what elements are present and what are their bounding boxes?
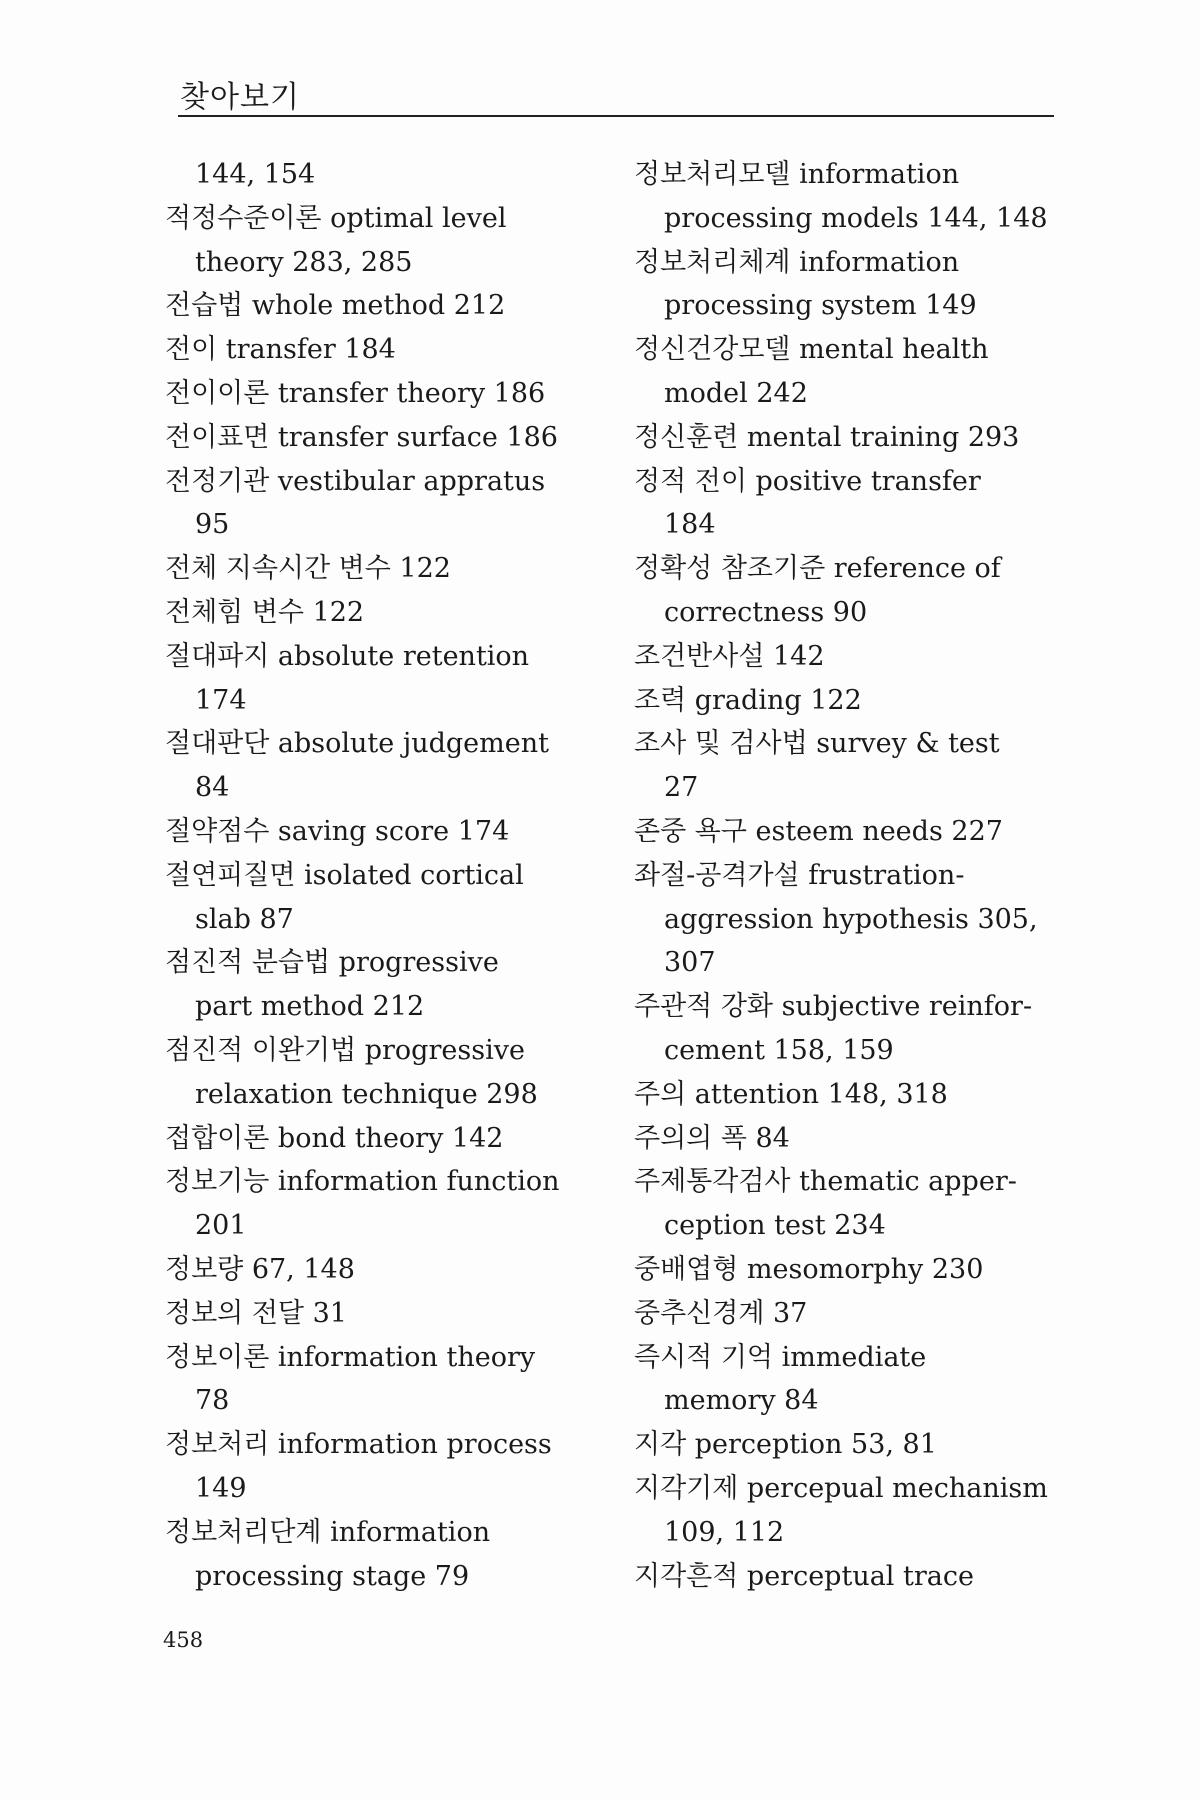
index-entry-line: processing models 144, 148 — [664, 202, 1048, 234]
index-entry-line: 전이 transfer 184 — [165, 334, 396, 366]
index-entry-line: 109, 112 — [664, 1516, 785, 1548]
index-entry-line: 전습법 whole method 212 — [165, 290, 506, 322]
index-entry-line: 지각기제 percepual mechanism — [634, 1472, 1048, 1504]
index-entry-line: 149 — [195, 1472, 247, 1504]
index-entry-line: 정보기능 information function — [165, 1166, 560, 1198]
index-entry-line: 174 — [195, 684, 247, 716]
index-entry-line: 접합이론 bond theory 142 — [165, 1122, 504, 1154]
index-entry-line: 주관적 강화 subjective reinfor- — [634, 991, 1033, 1023]
index-entry-line: 조력 grading 122 — [634, 684, 862, 716]
index-entry-line: relaxation technique 298 — [195, 1078, 538, 1110]
index-entry-line: 전이표면 transfer surface 186 — [165, 421, 558, 453]
index-entry-line: 95 — [195, 509, 230, 541]
index-entry-line: 정보량 67, 148 — [165, 1253, 355, 1285]
index-entry-line: part method 212 — [195, 991, 425, 1023]
index-entry-line: 중추신경계 37 — [634, 1297, 808, 1329]
index-entry-line: aggression hypothesis 305, — [664, 903, 1038, 935]
index-entry-line: 주의 attention 148, 318 — [634, 1078, 948, 1110]
index-entry-line: 전체힘 변수 122 — [165, 596, 365, 628]
index-entry-line: 정확성 참조기준 reference of — [634, 553, 1001, 585]
page-number: 458 — [163, 1628, 204, 1652]
index-entry-line: 점진적 이완기법 progressive — [165, 1034, 525, 1066]
index-entry-line: 201 — [195, 1210, 247, 1242]
index-entry-line: 점진적 분습법 progressive — [165, 947, 499, 979]
index-entry-line: cement 158, 159 — [664, 1034, 894, 1066]
index-entry-line: 즉시적 기억 immediate — [634, 1341, 927, 1373]
index-entry-line: 조건반사설 142 — [634, 640, 825, 672]
index-entry-line: 정보처리체계 information — [634, 246, 960, 278]
index-entry-line: 정적 전이 positive transfer — [634, 465, 981, 497]
page-header-title: 찾아보기 — [180, 80, 300, 115]
index-entry-line: 조사 및 검사법 survey & test — [634, 728, 1000, 760]
index-entry-line: 절연피질면 isolated cortical — [165, 859, 524, 891]
index-entry-line: 307 — [664, 947, 716, 979]
index-entry-line: 절대판단 absolute judgement — [165, 728, 549, 760]
index-entry-line: 정보이론 information theory — [165, 1341, 536, 1373]
index-entry-line: 정보처리 information process — [165, 1429, 552, 1461]
index-entry-line: 절대파지 absolute retention — [165, 640, 530, 672]
index-entry-line: 존중 욕구 esteem needs 227 — [634, 815, 1003, 847]
index-entry-line: 전이이론 transfer theory 186 — [165, 377, 546, 409]
header-rule — [178, 115, 1054, 117]
index-entry-line: theory 283, 285 — [195, 246, 413, 278]
index-entry-line: slab 87 — [195, 903, 294, 935]
index-entry-line: 주의의 폭 84 — [634, 1122, 790, 1154]
index-entry-line: 78 — [195, 1385, 230, 1417]
index-entry-line: 정보처리단계 information — [165, 1516, 491, 1548]
index-entry-line: processing system 149 — [664, 290, 977, 322]
index-entry-line: 전정기관 vestibular appratus — [165, 465, 546, 497]
index-entry-line: processing stage 79 — [195, 1560, 470, 1592]
index-entry-line: correctness 90 — [664, 596, 868, 628]
index-entry-line: 중배엽형 mesomorphy 230 — [634, 1253, 984, 1285]
index-entry-line: 지각 perception 53, 81 — [634, 1429, 937, 1461]
index-entry-line: 전체 지속시간 변수 122 — [165, 553, 451, 585]
index-entry-line: 주제통각검사 thematic apper- — [634, 1166, 1017, 1198]
index-entry-line: 정신건강모델 mental health — [634, 334, 989, 366]
index-entry-line: ception test 234 — [664, 1210, 886, 1242]
index-entry-line: model 242 — [664, 377, 808, 409]
index-entry-line: 정보처리모델 information — [634, 159, 960, 190]
index-entry-line: 27 — [664, 772, 699, 804]
index-entry-line: 정보의 전달 31 — [165, 1297, 347, 1329]
index-column-left — [165, 153, 595, 1598]
index-entry-line: 84 — [195, 772, 230, 804]
index-entry-line: 좌절-공격가설 frustration- — [634, 859, 965, 891]
index-entry-line: 정신훈련 mental training 293 — [634, 421, 1020, 453]
index-entry-line: 절약점수 saving score 174 — [165, 815, 510, 847]
index-entry-line: 184 — [664, 509, 716, 541]
index-column-right — [634, 153, 1074, 1598]
index-entry-line: 지각흔적 perceptual trace — [634, 1560, 974, 1592]
index-entry-line: 적정수준이론 optimal level — [165, 202, 507, 234]
index-entry-line: memory 84 — [664, 1385, 819, 1417]
index-entry-line: 144, 154 — [195, 159, 316, 190]
